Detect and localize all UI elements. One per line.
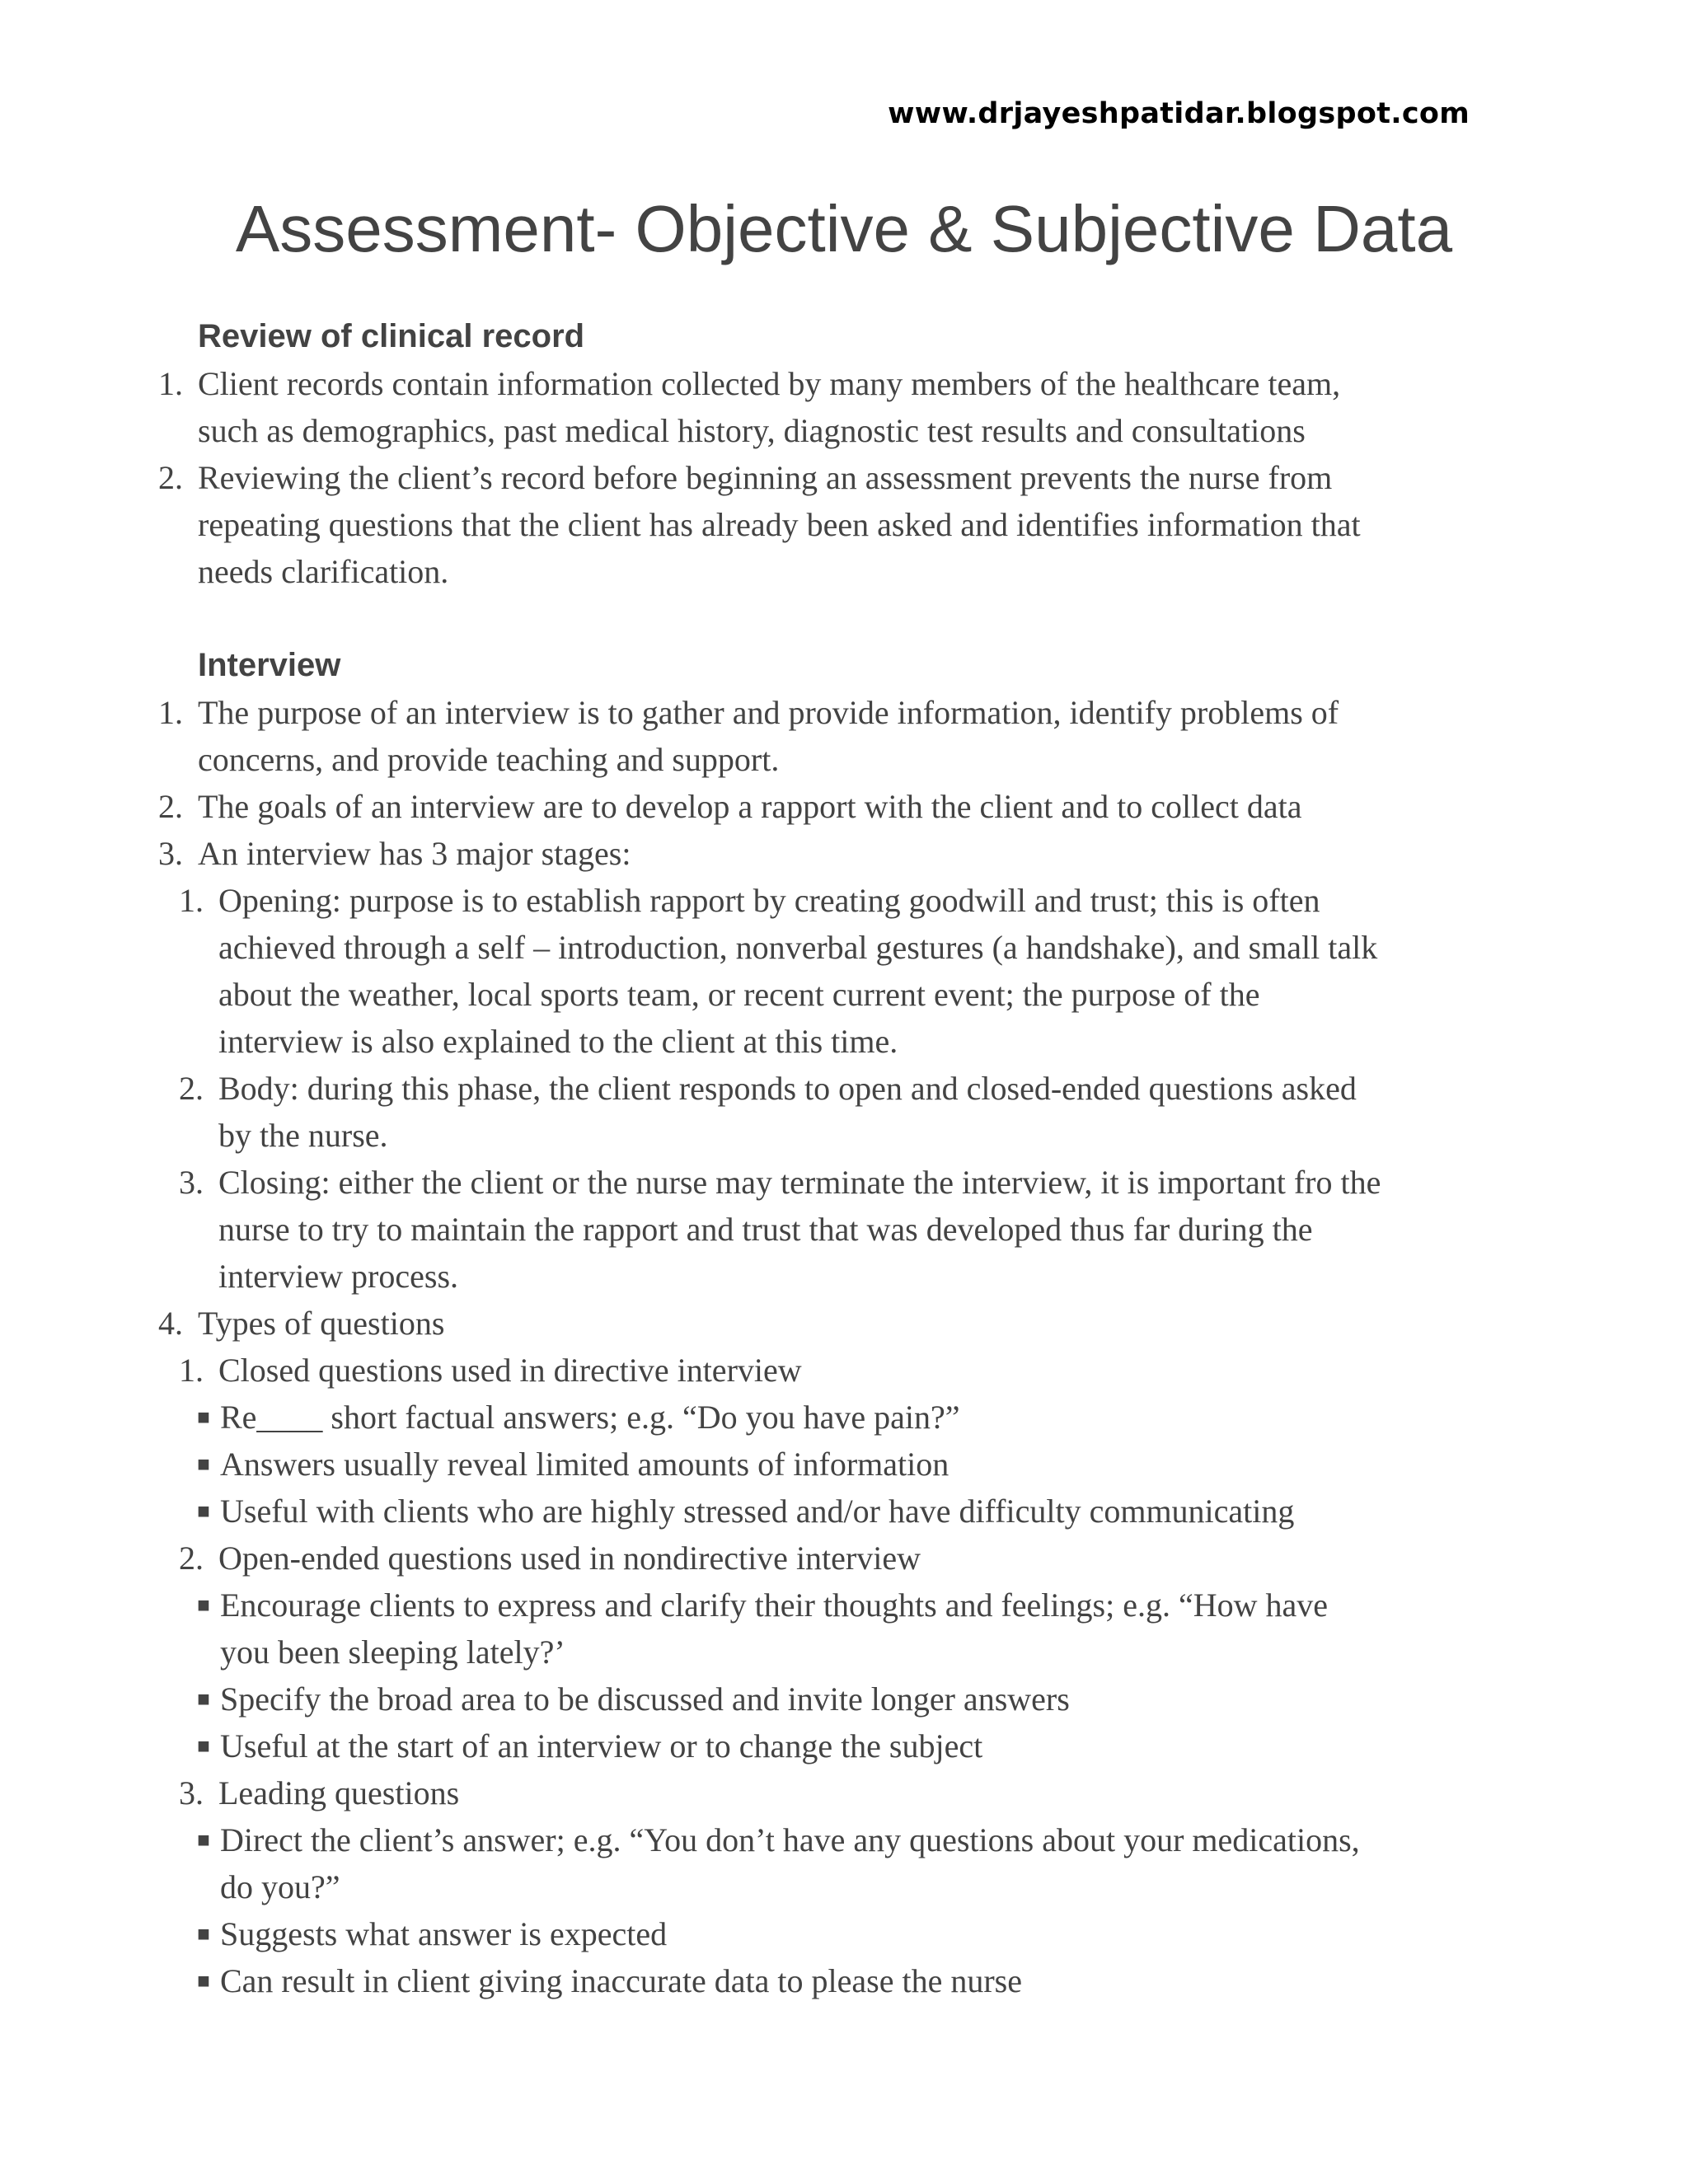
list-number: 2. [179,1540,204,1577]
document-body [144,313,1496,2004]
list-text-line: Reviewing the client’s record before beginning an assessment prevents the nurse from [198,459,1333,496]
list-number: 2. [158,788,183,825]
list-number: 1. [179,882,204,919]
bullet-text-line: you been sleeping lately?’ [220,1633,565,1671]
page-title: Assessment- Objective & Subjective Data [235,192,1453,265]
sub-list-item [144,1769,1496,1816]
sub-list-item [144,1535,1496,1582]
bullet-text-line: Suggests what answer is expected [220,1915,668,1952]
list-text-line: repeating questions that the client has already been asked and identifies information that [198,506,1361,543]
list-number: 3. [179,1774,204,1811]
list-text-line: Leading questions [218,1774,460,1811]
square-bullet-icon: ■ [197,1922,210,1946]
list-number: 1. [158,365,183,402]
list-text-line: Closing: either the client or the nurse may terminate the interview, it is important fro the [218,1164,1381,1201]
square-bullet-icon: ■ [197,1405,210,1429]
bullet-item [144,1722,1496,1769]
bullet-item [144,1816,1496,1910]
section-heading-interview: Interview [198,647,341,683]
square-bullet-icon: ■ [197,1734,210,1758]
bullet-item [144,1675,1496,1722]
list-item [144,783,1496,830]
bullet-item [144,1488,1496,1535]
list-text-line: such as demographics, past medical history, diagnostic test results and consultations [198,412,1306,449]
bullet-item [144,1957,1496,2004]
list-text-line: Closed questions used in directive interview [218,1352,802,1389]
list-number: 4. [158,1305,183,1342]
list-item [144,689,1496,783]
site-url[interactable]: www.drjayeshpatidar.blogspot.com [888,97,1470,130]
sub-list-item [144,1347,1496,1394]
sub-list-item [144,1065,1496,1159]
list-text-line: Opening: purpose is to establish rapport by creating goodwill and trust; this is often [218,882,1320,919]
list-text-line: interview is also explained to the client at this time. [218,1023,898,1060]
bullet-text-line: Answers usually reveal limited amounts of information [220,1446,950,1483]
bullet-text-line: Re____ short factual answers; e.g. “Do you have pain?” [220,1399,960,1436]
list-text-line: interview process. [218,1258,459,1295]
list-text-line: needs clarification. [198,553,449,590]
bullet-item [144,1441,1496,1488]
bullet-text-line: Specify the broad area to be discussed and invite longer answers [220,1680,1070,1718]
list-text-line: An interview has 3 major stages: [198,835,631,872]
list-text-line: concerns, and provide teaching and support. [198,741,780,778]
list-text-line: Open-ended questions used in nondirective interview [218,1540,921,1577]
list-number: 2. [179,1070,204,1107]
list-text-line: by the nurse. [218,1117,388,1154]
section-gap [144,595,1496,642]
list-item [144,360,1496,454]
list-item [144,454,1496,595]
bullet-text-line: Encourage clients to express and clarify their thoughts and feelings; e.g. “How have [220,1586,1329,1624]
sub-list-item [144,1159,1496,1300]
list-text-line: The purpose of an interview is to gather and provide information, identify problems of [198,694,1339,731]
bullet-item [144,1910,1496,1957]
bullet-item [144,1394,1496,1441]
list-number: 3. [179,1164,204,1201]
list-text-line: nurse to try to maintain the rapport and trust that was developed thus far during the [218,1211,1313,1248]
section-heading-review: Review of clinical record [198,318,585,354]
bullet-item [144,1582,1496,1675]
square-bullet-icon: ■ [197,1969,210,1993]
bullet-text-line: Direct the client’s answer; e.g. “You don’t have any questions about your medications, [220,1821,1360,1858]
list-text-line: Client records contain information collected by many members of the healthcare team, [198,365,1341,402]
list-number: 2. [158,459,183,496]
list-text-line: The goals of an interview are to develop a rapport with the client and to collect data [198,788,1302,825]
square-bullet-icon: ■ [197,1452,210,1476]
bullet-text-line: Useful with clients who are highly stressed and/or have difficulty communicating [220,1493,1295,1530]
list-text-line: Types of questions [198,1305,445,1342]
list-item [144,1300,1496,1347]
list-text-line: achieved through a self – introduction, nonverbal gestures (a handshake), and small talk [218,929,1378,966]
list-text-line: about the weather, local sports team, or recent current event; the purpose of the [218,976,1260,1013]
square-bullet-icon: ■ [197,1687,210,1711]
sub-list-item [144,877,1496,1065]
bullet-text-line: Useful at the start of an interview or to change the subject [220,1727,983,1765]
list-number: 1. [158,694,183,731]
list-number: 3. [158,835,183,872]
list-text-line: Body: during this phase, the client responds to open and closed-ended questions asked [218,1070,1357,1107]
square-bullet-icon: ■ [197,1499,210,1523]
bullet-text-line: do you?” [220,1868,340,1905]
list-number: 1. [179,1352,204,1389]
bullet-text-line: Can result in client giving inaccurate data to please the nurse [220,1962,1022,1999]
square-bullet-icon: ■ [197,1828,210,1852]
list-item [144,830,1496,877]
square-bullet-icon: ■ [197,1593,210,1617]
